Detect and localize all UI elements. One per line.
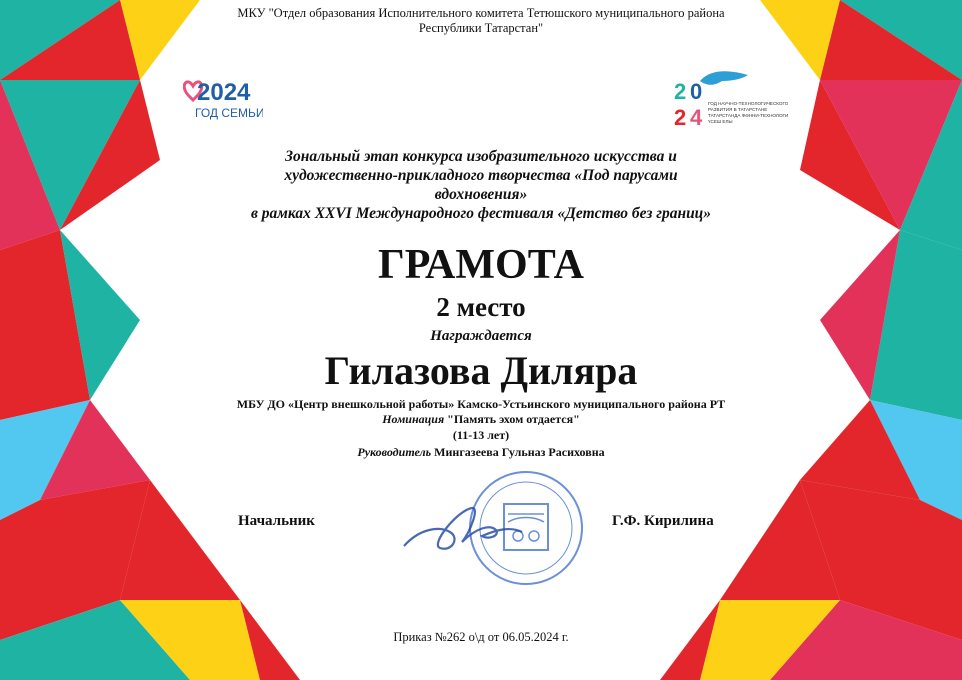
logo-text: ТАТАРСТАНДА ФӘННИ-ТЕХНОЛОГИК: [708, 113, 788, 118]
logo-text: ҮСЕШ ЕЛЫ: [708, 119, 733, 124]
awarded-label: Награждается: [430, 328, 532, 344]
issuer-line-2: Республики Татарстан": [418, 21, 544, 35]
issuer-header: [180, 6, 782, 36]
logo-year: 2024: [197, 79, 251, 106]
age-group: (11-13 лет): [452, 428, 510, 442]
stamp-and-signature: [400, 466, 600, 590]
contest-line: Зональный этап конкурса изобразительного искусства и: [285, 148, 677, 165]
logo-caption: ГОД СЕМЬИ: [195, 106, 263, 120]
nomination-line: [200, 412, 762, 426]
snow-leopard-icon: [672, 65, 788, 131]
supervisor-line: [200, 445, 762, 459]
certificate-title: ГРАМОТА: [378, 242, 584, 288]
nomination-value: "Память эхом отдается": [447, 412, 580, 426]
stamp-icon: [400, 466, 600, 590]
logo-digit: 0: [690, 79, 703, 104]
signatory-position: Начальник: [238, 513, 315, 529]
heart-icon: [183, 72, 263, 124]
logo-digit: 2: [674, 105, 687, 130]
logo-text: ГОД НАУЧНО-ТЕХНОЛОГИЧЕСКОГО: [708, 101, 788, 106]
order-reference: Приказ №262 о\д от 06.05.2024 г.: [393, 630, 569, 644]
recipient-name: Гилазова Диляра: [324, 348, 638, 393]
supervisor-value: Мингазеева Гульназ Расиховна: [434, 445, 605, 459]
place-award: 2 место: [436, 292, 526, 322]
contest-line: вдохновения»: [434, 186, 528, 203]
logo-digit: 2: [674, 79, 687, 104]
science-year-logo: [672, 65, 788, 131]
organization: МБУ ДО «Центр внешкольной работы» Камско-Устьинского муниципального района РТ: [236, 397, 726, 411]
supervisor-label: Руководитель: [357, 445, 432, 459]
nomination-label: Номинация: [382, 412, 445, 426]
contest-line: художественно-прикладного творчества «Под парусами: [284, 167, 678, 184]
logo-digit: 4: [690, 105, 703, 130]
logo-text: РАЗВИТИЯ В ТАТАРСТАНЕ: [708, 107, 768, 112]
year-of-family-logo: [183, 72, 263, 124]
contest-description: [200, 147, 762, 223]
signatory-name: Г.Ф. Кирилина: [612, 513, 714, 529]
contest-line: в рамках XXVI Международного фестиваля «Детство без границ»: [250, 205, 712, 222]
issuer-line-1: МКУ "Отдел образования Исполнительного комитета Тетюшского муниципального района: [237, 6, 725, 20]
